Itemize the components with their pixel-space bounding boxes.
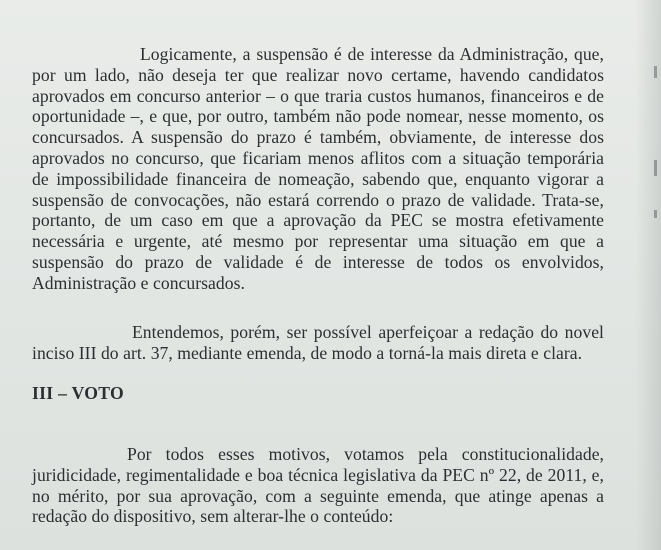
edge-mark — [654, 210, 657, 218]
page-edge-shadow — [635, 0, 661, 550]
paragraph-administration-interest: Logicamente, a suspensão é de interesse da Administração, que, por um lado, não deseja ter que realizar novo certame, havendo candidatos aprovados em concurso anterior – o que traria custos humanos, financeiros e de oportunidade –, e que, por outro, também não pode nomear, nesse momento, os concursados. A suspensão do prazo é também, obviamente, de interesse dos aprovados no concurso, que ficariam menos aflitos com a situação temporária de impossibilidade financeira de nomeação, sabendo que, enquanto vigorar a suspensão de convocações, não estará correndo o prazo de validade. Trata-se, portanto, de um caso em que a aprovação da PEC se mostra efetivamente necessária e urgente, até mesmo por representar uma situação em que a suspensão do prazo de validade é de interesse de todos os envolvidos, Administração e concursados. — [32, 44, 604, 293]
edge-mark — [654, 160, 657, 176]
paragraph-amendment-proposal: Entendemos, porém, ser possível aperfeiçoar a redação do novel inciso III do art. 37, mediante emenda, de modo a torná-la mais direta e clara. — [32, 322, 604, 363]
edge-mark — [654, 66, 657, 78]
section-heading-voto: III – VOTO — [32, 383, 124, 403]
paragraph-vote: Por todos esses motivos, votamos pela constitucionalidade, juridicidade, regimentalidade e boa técnica legislativa da PEC nº 22, de 2011, e, no mérito, por sua aprovação, com a seguinte emenda, que atinge apenas a redação do dispositivo, sem alterar-lhe o conteúdo: — [32, 444, 604, 527]
